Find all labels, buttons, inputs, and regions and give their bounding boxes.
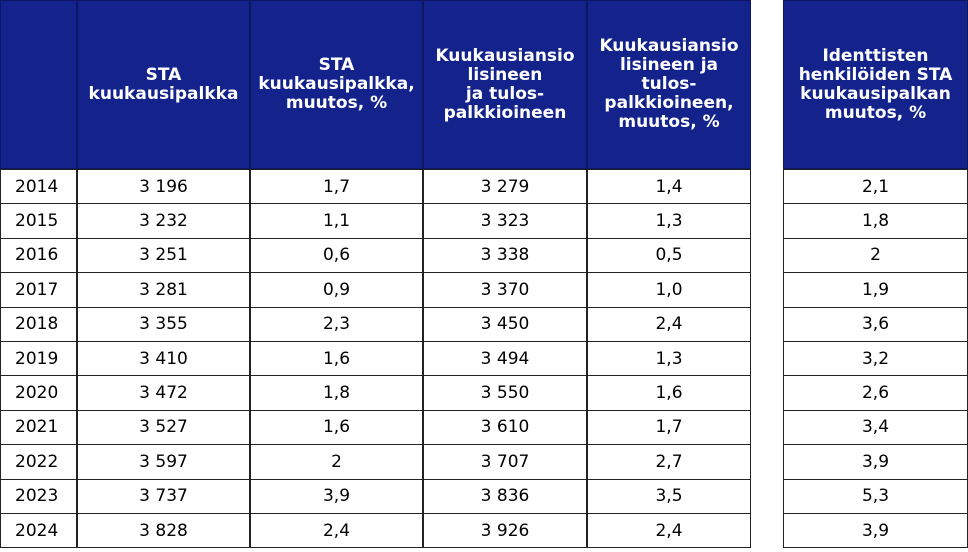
cell-kuukausiansio-muutos: 1,7 — [587, 410, 751, 445]
cell-sta-muutos: 2,4 — [250, 513, 423, 548]
cell-kuukausiansio-muutos: 1,3 — [587, 341, 751, 376]
cell-identtisten-muutos: 2,6 — [783, 375, 968, 410]
header-sta-kuukausipalkka: STA kuukausipalkka — [77, 0, 250, 169]
cell-identtisten-muutos: 2 — [783, 238, 968, 273]
cell-identtisten-muutos: 3,6 — [783, 307, 968, 342]
cell-sta-kuukausipalkka: 3 527 — [77, 410, 250, 445]
cell-identtisten-muutos: 3,9 — [783, 444, 968, 479]
cell-sta-kuukausipalkka: 3 410 — [77, 341, 250, 376]
cell-kuukausiansio: 3 279 — [423, 169, 587, 204]
cell-kuukausiansio: 3 338 — [423, 238, 587, 273]
cell-identtisten-muutos: 5,3 — [783, 479, 968, 514]
cell-kuukausiansio: 3 370 — [423, 272, 587, 307]
cell-identtisten-muutos: 1,9 — [783, 272, 968, 307]
cell-sta-muutos: 0,6 — [250, 238, 423, 273]
cell-sta-muutos: 3,9 — [250, 479, 423, 514]
cell-year: 2014 — [0, 169, 77, 204]
cell-sta-muutos: 1,7 — [250, 169, 423, 204]
cell-kuukausiansio-muutos: 0,5 — [587, 238, 751, 273]
cell-sta-muutos: 1,1 — [250, 203, 423, 238]
cell-kuukausiansio-muutos: 1,0 — [587, 272, 751, 307]
cell-sta-kuukausipalkka: 3 196 — [77, 169, 250, 204]
cell-year: 2016 — [0, 238, 77, 273]
cell-sta-muutos: 1,6 — [250, 410, 423, 445]
header-kuukausiansio-muutos: Kuukausiansio lisineen ja tulos- palkkioineen, muutos, % — [587, 0, 751, 169]
cell-sta-muutos: 2,3 — [250, 307, 423, 342]
cell-identtisten-muutos: 3,2 — [783, 341, 968, 376]
cell-kuukausiansio: 3 707 — [423, 444, 587, 479]
header-sta-muutos: STA kuukausipalkka, muutos, % — [250, 0, 423, 169]
cell-kuukausiansio: 3 836 — [423, 479, 587, 514]
cell-sta-kuukausipalkka: 3 472 — [77, 375, 250, 410]
cell-kuukausiansio-muutos: 2,4 — [587, 513, 751, 548]
cell-sta-muutos: 1,6 — [250, 341, 423, 376]
cell-year: 2024 — [0, 513, 77, 548]
header-kuukausiansio: Kuukausiansio lisineen ja tulos- palkkioineen — [423, 0, 587, 169]
cell-year: 2018 — [0, 307, 77, 342]
cell-identtisten-muutos: 2,1 — [783, 169, 968, 204]
cell-kuukausiansio-muutos: 2,4 — [587, 307, 751, 342]
cell-sta-muutos: 0,9 — [250, 272, 423, 307]
cell-identtisten-muutos: 3,4 — [783, 410, 968, 445]
cell-kuukausiansio-muutos: 2,7 — [587, 444, 751, 479]
cell-sta-kuukausipalkka: 3 281 — [77, 272, 250, 307]
cell-sta-kuukausipalkka: 3 251 — [77, 238, 250, 273]
cell-kuukausiansio: 3 494 — [423, 341, 587, 376]
cell-sta-muutos: 1,8 — [250, 375, 423, 410]
cell-identtisten-muutos: 1,8 — [783, 203, 968, 238]
cell-year: 2021 — [0, 410, 77, 445]
header-year — [0, 0, 77, 169]
cell-year: 2019 — [0, 341, 77, 376]
cell-sta-kuukausipalkka: 3 355 — [77, 307, 250, 342]
cell-sta-kuukausipalkka: 3 597 — [77, 444, 250, 479]
cell-year: 2022 — [0, 444, 77, 479]
cell-kuukausiansio: 3 926 — [423, 513, 587, 548]
header-identtisten-muutos: Identtisten henkilöiden STA kuukausipalkan muutos, % — [783, 0, 968, 169]
cell-kuukausiansio: 3 450 — [423, 307, 587, 342]
cell-year: 2023 — [0, 479, 77, 514]
cell-kuukausiansio-muutos: 1,6 — [587, 375, 751, 410]
cell-kuukausiansio: 3 550 — [423, 375, 587, 410]
cell-sta-kuukausipalkka: 3 232 — [77, 203, 250, 238]
cell-identtisten-muutos: 3,9 — [783, 513, 968, 548]
cell-year: 2015 — [0, 203, 77, 238]
cell-sta-kuukausipalkka: 3 828 — [77, 513, 250, 548]
cell-sta-muutos: 2 — [250, 444, 423, 479]
cell-sta-kuukausipalkka: 3 737 — [77, 479, 250, 514]
cell-kuukausiansio-muutos: 3,5 — [587, 479, 751, 514]
cell-year: 2017 — [0, 272, 77, 307]
cell-kuukausiansio-muutos: 1,4 — [587, 169, 751, 204]
cell-kuukausiansio-muutos: 1,3 — [587, 203, 751, 238]
cell-kuukausiansio: 3 323 — [423, 203, 587, 238]
cell-year: 2020 — [0, 375, 77, 410]
cell-kuukausiansio: 3 610 — [423, 410, 587, 445]
